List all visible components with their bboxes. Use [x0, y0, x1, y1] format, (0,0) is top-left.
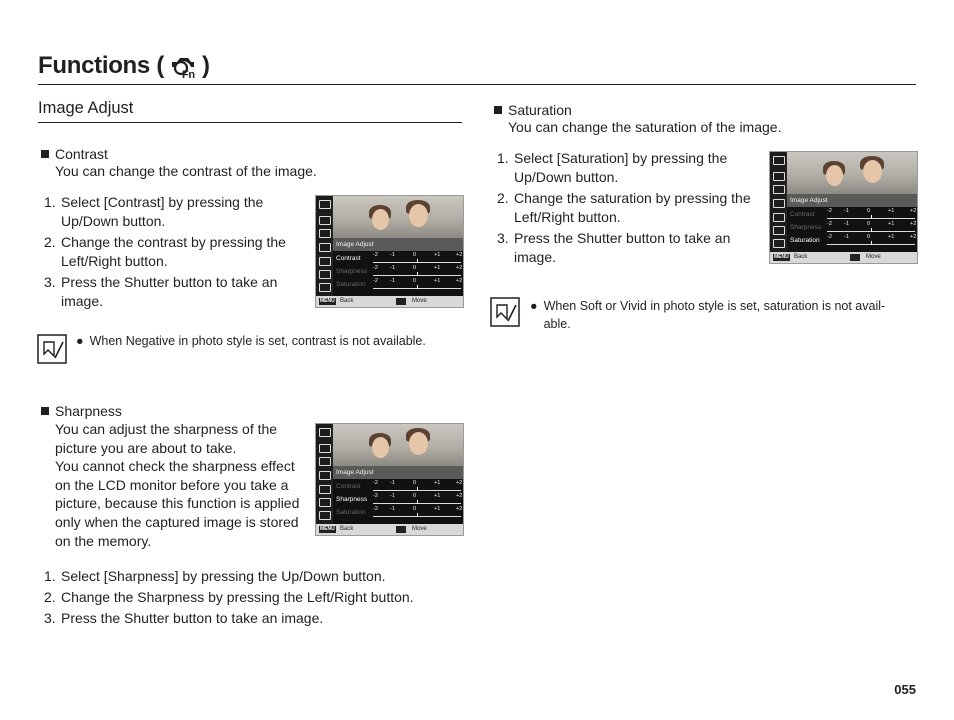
lcd-scale-label: 0: [867, 234, 871, 240]
lcd-setting-row: [333, 506, 463, 519]
lcd-scale-marker: [417, 487, 418, 491]
lcd-mode-icon: [773, 185, 785, 194]
camera-screen-sharpness: [315, 423, 464, 536]
lcd-scale-marker: [871, 241, 872, 245]
lcd-scale-label: 0: [413, 278, 417, 284]
title-suffix: ): [202, 52, 210, 79]
lcd-scale-label: +1: [888, 221, 895, 227]
lcd-scale: [373, 493, 461, 506]
lcd-scale-label: 0: [413, 480, 417, 486]
lcd-scale-label: 0: [867, 221, 871, 227]
note-bullet: ●: [530, 299, 538, 313]
lcd-scale-label: -1: [390, 278, 395, 284]
lcd-mode-icon: [319, 471, 331, 480]
lcd-scale-label: +2: [456, 252, 463, 258]
list-item: 3. Press the Shutter button to take an image.: [497, 230, 731, 265]
lcd-scale-marker: [417, 513, 418, 517]
lcd-back-label: Back: [340, 526, 354, 532]
lcd-scale-label: -1: [844, 221, 849, 227]
lcd-move-label: Move: [412, 526, 427, 532]
lcd-scale: [827, 221, 915, 234]
lcd-scale-label: +1: [434, 265, 441, 271]
lcd-setting-label: Saturation: [790, 237, 820, 244]
lcd-menu-key: MENU: [320, 298, 335, 304]
lcd-scale-label: +1: [434, 480, 441, 486]
lcd-setting-label: Contrast: [790, 211, 815, 218]
lcd-scale-marker: [417, 500, 418, 504]
lcd-mode-icon: [319, 257, 331, 266]
lcd-preview-photo: [333, 424, 463, 466]
note-bullet: ●: [76, 334, 84, 348]
square-bullet-icon: [41, 150, 49, 158]
lcd-mode-icon: [319, 511, 331, 520]
page-number: 055: [894, 682, 916, 697]
lcd-mode-icon: [773, 239, 785, 248]
lcd-mode-icon: [319, 216, 331, 225]
lcd-settings-panel: [333, 238, 463, 296]
list-item: 2. Change the saturation by pressing the Left/Right button.: [497, 190, 751, 225]
saturation-steps: [491, 149, 761, 266]
square-bullet-icon: [41, 407, 49, 415]
sharpness-heading-text: Sharpness: [55, 403, 122, 419]
lcd-scale-label: +1: [434, 493, 441, 499]
sharpness-heading: [41, 403, 122, 419]
lcd-mode-icon: [319, 444, 331, 453]
lcd-mode-icon: [319, 229, 331, 238]
lcd-scale-label: -1: [390, 480, 395, 486]
lcd-dpad-icon: [850, 254, 860, 261]
lcd-footer: [316, 524, 463, 535]
lcd-settings-panel: [787, 194, 917, 252]
list-item: 1. Select [Sharpness] by pressing the Up/Down button.: [44, 568, 386, 584]
lcd-panel-title: Image Adjust: [787, 194, 917, 207]
lcd-mode-icon: [773, 213, 785, 222]
lcd-setting-label: Saturation: [336, 281, 366, 288]
lcd-scale-label: +2: [456, 480, 463, 486]
lcd-setting-row: [787, 208, 917, 221]
lcd-scale-label: +2: [456, 506, 463, 512]
lcd-scale-label: 0: [413, 506, 417, 512]
lcd-mode-icon: [319, 200, 331, 209]
lcd-scale: [827, 234, 915, 247]
svg-text:Fn: Fn: [182, 69, 195, 79]
sharpness-description: You can adjust the sharpness of the picture you are about to take. You cannot check the sharpness effect on the LCD monitor before you take a picture, because this function is applied only when the captured image is stored on the memory.: [55, 421, 300, 549]
title-prefix: Functions (: [38, 52, 165, 79]
camera-fn-icon: [168, 53, 198, 79]
lcd-scale-label: 0: [413, 265, 417, 271]
lcd-back-label: Back: [794, 254, 808, 260]
lcd-scale-label: -2: [373, 252, 378, 258]
lcd-mode-icon: [773, 156, 785, 165]
lcd-scale-label: +1: [888, 208, 895, 214]
lcd-scale: [373, 506, 461, 519]
lcd-scale: [373, 480, 461, 493]
page-title: [38, 52, 210, 80]
lcd-scale-marker: [417, 272, 418, 276]
list-item: 1. Select [Saturation] by pressing the Up/Down button.: [497, 150, 728, 185]
contrast-description: You can change the contrast of the image.: [55, 163, 317, 179]
lcd-menu-key: MENU: [320, 526, 335, 532]
lcd-scale-label: 0: [867, 208, 871, 214]
lcd-mode-icon: [773, 199, 785, 208]
lcd-panel-title: Image Adjust: [333, 238, 463, 251]
lcd-setting-row: [787, 221, 917, 234]
lcd-scale-label: -1: [390, 506, 395, 512]
contrast-note-text: When Negative in photo style is set, contrast is not available.: [89, 334, 426, 348]
section-divider: [38, 122, 462, 123]
list-item: 2. Change the Sharpness by pressing the Left/Right button.: [44, 589, 414, 605]
lcd-scale-label: -1: [390, 265, 395, 271]
lcd-scale-label: +2: [456, 278, 463, 284]
memo-note-icon: [37, 334, 67, 364]
lcd-scale-label: -1: [844, 234, 849, 240]
lcd-scale-label: +2: [910, 208, 917, 214]
lcd-back-label: Back: [340, 298, 354, 304]
lcd-panel-title: Image Adjust: [333, 466, 463, 479]
lcd-scale-label: 0: [413, 493, 417, 499]
lcd-menu-key: MENU: [774, 254, 789, 260]
lcd-setting-row: [333, 278, 463, 291]
lcd-setting-row: [333, 480, 463, 493]
lcd-scale-label: -2: [827, 234, 832, 240]
lcd-mode-icon: [319, 270, 331, 279]
lcd-scale-label: +2: [456, 493, 463, 499]
lcd-setting-label: Saturation: [336, 509, 366, 516]
lcd-footer: [770, 252, 917, 263]
lcd-scale-label: +2: [910, 221, 917, 227]
camera-screen-contrast: [315, 195, 464, 308]
lcd-mode-icon: [319, 428, 331, 437]
lcd-scale-marker: [871, 215, 872, 219]
saturation-description: You can change the saturation of the image.: [508, 119, 782, 135]
lcd-setting-row: [333, 252, 463, 265]
lcd-scale-label: +1: [888, 234, 895, 240]
saturation-note: [530, 297, 885, 333]
list-item: 3. Press the Shutter button to take an image.: [44, 610, 324, 626]
lcd-move-label: Move: [866, 254, 881, 260]
contrast-heading-text: Contrast: [55, 146, 108, 162]
lcd-scale: [373, 278, 461, 291]
lcd-dpad-icon: [396, 298, 406, 305]
title-divider: [38, 84, 916, 85]
lcd-scale-marker: [871, 228, 872, 232]
lcd-scale-label: +2: [456, 265, 463, 271]
lcd-scale-marker: [417, 259, 418, 263]
lcd-scale-label: +2: [910, 234, 917, 240]
lcd-scale-label: -2: [827, 221, 832, 227]
lcd-sidebar: [770, 152, 786, 252]
lcd-setting-label: Contrast: [336, 483, 361, 490]
lcd-scale-label: -2: [373, 480, 378, 486]
lcd-scale: [827, 208, 915, 221]
lcd-setting-row: [333, 265, 463, 278]
memo-note-icon: [490, 297, 520, 327]
lcd-setting-row: [333, 493, 463, 506]
camera-screen-saturation: [769, 151, 918, 264]
saturation-heading: [494, 102, 572, 118]
list-item: 1. Select [Contrast] by pressing the Up/Down button.: [44, 194, 264, 229]
lcd-scale-label: +1: [434, 506, 441, 512]
lcd-scale-label: -2: [373, 493, 378, 499]
lcd-setting-label: Sharpness: [336, 496, 368, 503]
lcd-scale-label: -1: [390, 493, 395, 499]
lcd-sidebar: [316, 424, 332, 524]
lcd-preview-photo: [787, 152, 917, 194]
square-bullet-icon: [494, 106, 502, 114]
lcd-scale-label: -2: [373, 278, 378, 284]
contrast-note: [76, 334, 426, 348]
saturation-note-text: When Soft or Vivid in photo style is set, saturation is not avail- able.: [543, 299, 886, 331]
lcd-mode-icon: [319, 457, 331, 466]
lcd-scale: [373, 265, 461, 278]
lcd-mode-icon: [319, 485, 331, 494]
lcd-mode-icon: [319, 498, 331, 507]
lcd-mode-icon: [319, 243, 331, 252]
contrast-steps: [38, 193, 308, 310]
lcd-scale-label: +1: [434, 252, 441, 258]
lcd-mode-icon: [773, 226, 785, 235]
lcd-footer: [316, 296, 463, 307]
lcd-scale-label: +1: [434, 278, 441, 284]
lcd-mode-icon: [773, 172, 785, 181]
lcd-scale-label: -2: [373, 506, 378, 512]
sharpness-steps: [38, 567, 458, 628]
lcd-setting-row: [787, 234, 917, 247]
list-item: 3. Press the Shutter button to take an image.: [44, 274, 278, 309]
lcd-mode-icon: [319, 283, 331, 292]
lcd-settings-panel: [333, 466, 463, 524]
lcd-scale-marker: [417, 285, 418, 289]
lcd-preview-photo: [333, 196, 463, 238]
lcd-scale: [373, 252, 461, 265]
lcd-setting-label: Contrast: [336, 255, 361, 262]
lcd-scale-label: -1: [390, 252, 395, 258]
lcd-sidebar: [316, 196, 332, 296]
lcd-scale-label: -2: [373, 265, 378, 271]
lcd-scale-label: -1: [844, 208, 849, 214]
lcd-dpad-icon: [396, 526, 406, 533]
lcd-setting-label: Sharpness: [336, 268, 368, 275]
list-item: 2. Change the contrast by pressing the Left/Right button.: [44, 234, 286, 269]
lcd-scale-label: -2: [827, 208, 832, 214]
lcd-move-label: Move: [412, 298, 427, 304]
saturation-heading-text: Saturation: [508, 102, 572, 118]
section-title: Image Adjust: [38, 99, 134, 117]
lcd-scale-label: 0: [413, 252, 417, 258]
contrast-heading: [41, 146, 108, 162]
lcd-setting-label: Sharpness: [790, 224, 822, 231]
